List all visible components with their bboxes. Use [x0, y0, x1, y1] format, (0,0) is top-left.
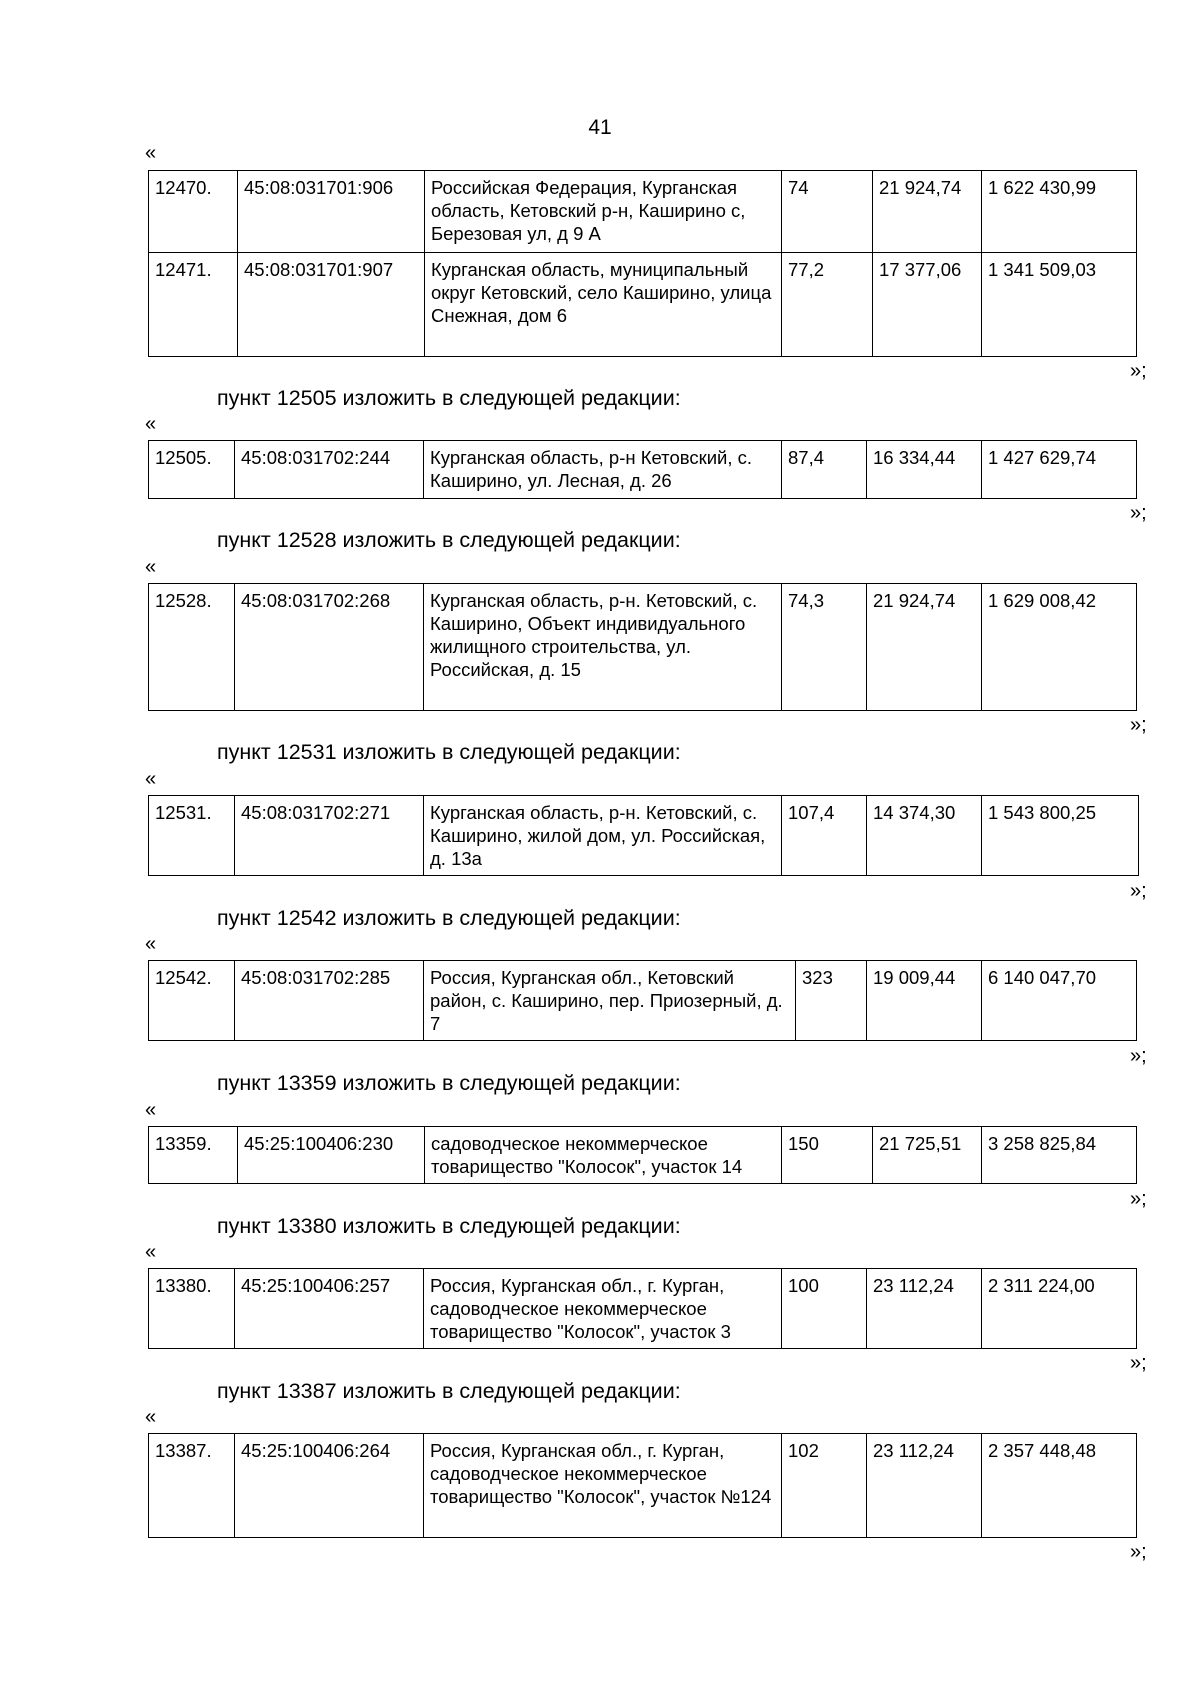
specific-value: 21 924,74: [867, 584, 982, 711]
close-quote: »;: [1130, 360, 1147, 382]
area: 74: [782, 171, 873, 253]
open-quote: «: [145, 933, 157, 955]
area: 107,4: [782, 796, 867, 876]
cadastral-number: 45:08:031702:244: [235, 441, 424, 499]
row-number: 12471.: [149, 253, 238, 357]
cadastral-number: 45:08:031701:907: [238, 253, 425, 357]
specific-value: 23 112,24: [867, 1269, 982, 1349]
close-quote: »;: [1130, 1045, 1147, 1067]
row-number: 12505.: [149, 441, 235, 499]
open-quote: «: [145, 768, 157, 790]
register-table: [148, 1126, 1137, 1184]
cadastral-value: 2 357 448,48: [982, 1434, 1137, 1538]
cadastral-number: 45:08:031702:271: [235, 796, 424, 876]
cadastral-number: 45:08:031702:268: [235, 584, 424, 711]
table-row: [149, 253, 1137, 357]
cadastral-value: 1 427 629,74: [982, 441, 1137, 499]
row-number: 13380.: [149, 1269, 235, 1349]
table-row: [149, 1269, 1137, 1349]
specific-value: 21 924,74: [873, 171, 982, 253]
area: 102: [782, 1434, 867, 1538]
cadastral-value: 1 629 008,42: [982, 584, 1137, 711]
cadastral-value: 1 341 509,03: [982, 253, 1137, 357]
address: Россия, Курганская обл., г. Курган, садоводческое некоммерческое товарищество "Колосок", участок 3: [424, 1269, 782, 1349]
open-quote: «: [145, 1406, 157, 1428]
register-table: [148, 795, 1139, 876]
table-row: [149, 1127, 1137, 1184]
address: Курганская область, муниципальный округ Кетовский, село Каширино, улица Снежная, дом 6: [425, 253, 782, 357]
instruction-text: пункт 13387 изложить в следующей редакции:: [217, 1379, 681, 1403]
cadastral-number: 45:08:031701:906: [238, 171, 425, 253]
row-number: 12528.: [149, 584, 235, 711]
address: Российская Федерация, Курганская область, Кетовский р-н, Каширино с, Березовая ул, д 9 А: [425, 171, 782, 253]
row-number: 12470.: [149, 171, 238, 253]
table-row: [149, 171, 1137, 253]
cadastral-value: 6 140 047,70: [982, 961, 1137, 1041]
row-number: 13387.: [149, 1434, 235, 1538]
open-quote: «: [145, 1099, 157, 1121]
cadastral-value: 3 258 825,84: [982, 1127, 1137, 1184]
area: 323: [796, 961, 867, 1041]
cadastral-value: 1 543 800,25: [982, 796, 1139, 876]
instruction-text: пункт 13380 изложить в следующей редакции:: [217, 1214, 681, 1238]
close-quote: »;: [1130, 880, 1147, 902]
open-quote: «: [145, 142, 157, 164]
open-quote: «: [145, 556, 157, 578]
open-quote: «: [145, 413, 157, 435]
specific-value: 23 112,24: [867, 1434, 982, 1538]
register-table: [148, 440, 1137, 499]
cadastral-value: 1 622 430,99: [982, 171, 1137, 253]
address: Россия, Курганская обл., Кетовский район, с. Каширино, пер. Приозерный, д. 7: [424, 961, 796, 1041]
register-table: [148, 1433, 1137, 1538]
address: садоводческое некоммерческое товарищество "Колосок", участок 14: [425, 1127, 782, 1184]
table-row: [149, 1434, 1137, 1538]
specific-value: 16 334,44: [867, 441, 982, 499]
instruction-text: пункт 12505 изложить в следующей редакции:: [217, 386, 681, 410]
instruction-text: пункт 13359 изложить в следующей редакции:: [217, 1071, 681, 1095]
row-number: 12531.: [149, 796, 235, 876]
table-row: [149, 796, 1139, 876]
area: 74,3: [782, 584, 867, 711]
row-number: 12542.: [149, 961, 235, 1041]
close-quote: »;: [1130, 1541, 1147, 1563]
row-number: 13359.: [149, 1127, 238, 1184]
close-quote: »;: [1130, 1352, 1147, 1374]
address: Россия, Курганская обл., г. Курган, садоводческое некоммерческое товарищество "Колосок", участок №124: [424, 1434, 782, 1538]
area: 87,4: [782, 441, 867, 499]
cadastral-number: 45:25:100406:257: [235, 1269, 424, 1349]
area: 100: [782, 1269, 867, 1349]
address: Курганская область, р-н. Кетовский, с. Каширино, жилой дом, ул. Российская, д. 13а: [424, 796, 782, 876]
address: Курганская область, р-н. Кетовский, с. Каширино, Объект индивидуального жилищного строительства, ул. Российская, д. 15: [424, 584, 782, 711]
specific-value: 21 725,51: [873, 1127, 982, 1184]
open-quote: «: [145, 1241, 157, 1263]
table-row: [149, 961, 1137, 1041]
instruction-text: пункт 12528 изложить в следующей редакции:: [217, 528, 681, 552]
instruction-text: пункт 12531 изложить в следующей редакции:: [217, 740, 681, 764]
close-quote: »;: [1130, 714, 1147, 736]
close-quote: »;: [1130, 502, 1147, 524]
cadastral-number: 45:25:100406:230: [238, 1127, 425, 1184]
address: Курганская область, р-н Кетовский, с. Каширино, ул. Лесная, д. 26: [424, 441, 782, 499]
page-number: 41: [588, 116, 612, 139]
register-table: [148, 960, 1137, 1041]
specific-value: 19 009,44: [867, 961, 982, 1041]
table-row: [149, 441, 1137, 499]
register-table: [148, 1268, 1137, 1349]
area: 77,2: [782, 253, 873, 357]
table-row: [149, 584, 1137, 711]
cadastral-value: 2 311 224,00: [982, 1269, 1137, 1349]
cadastral-number: 45:08:031702:285: [235, 961, 424, 1041]
register-table: [148, 170, 1137, 357]
specific-value: 14 374,30: [867, 796, 982, 876]
cadastral-number: 45:25:100406:264: [235, 1434, 424, 1538]
register-table: [148, 583, 1137, 711]
area: 150: [782, 1127, 873, 1184]
specific-value: 17 377,06: [873, 253, 982, 357]
instruction-text: пункт 12542 изложить в следующей редакции:: [217, 906, 681, 930]
close-quote: »;: [1130, 1188, 1147, 1210]
